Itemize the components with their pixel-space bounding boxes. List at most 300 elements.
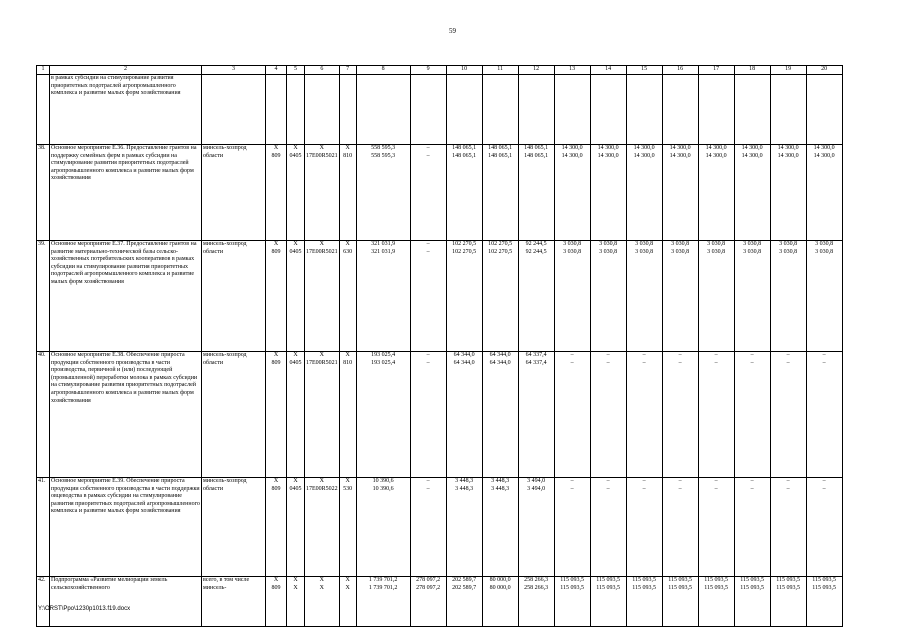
value-cell [356, 145, 410, 241]
value-line: 3 448,3 [455, 478, 474, 484]
empty-cell [554, 75, 590, 145]
value-line: X [273, 352, 279, 358]
value-line: – [750, 359, 754, 366]
value-line: – [426, 478, 430, 484]
value-line: – [822, 478, 826, 484]
column-number: 19 [770, 66, 806, 75]
value-line: 14 300,0 [633, 145, 655, 151]
value-cell [305, 145, 340, 241]
value-line: 115 093,5 [632, 577, 657, 583]
value-line: 148 065,1 [452, 145, 477, 151]
value-line: 148 065,1 [488, 145, 513, 151]
value-cell [287, 577, 305, 627]
value-cell [662, 352, 698, 478]
value-line: 258 266,3 [524, 584, 549, 591]
value-line: – [786, 485, 790, 492]
value-line: 14 300,0 [741, 145, 763, 151]
value-line: 148 065,1 [524, 145, 549, 151]
value-line: 115 093,5 [740, 577, 765, 583]
column-number-row [37, 66, 843, 75]
value-line: – [822, 352, 826, 358]
value-cell [482, 241, 518, 352]
empty-cell [410, 75, 446, 145]
value-line: X [319, 584, 324, 591]
value-line: – [786, 352, 790, 358]
value-line: 64 344,0 [489, 352, 511, 358]
column-number: 3 [202, 66, 266, 75]
value-cell [734, 145, 770, 241]
empty-cell [339, 75, 356, 145]
value-line: X [345, 241, 350, 247]
value-cell [446, 577, 482, 627]
value-line: 115 093,5 [560, 584, 585, 591]
value-cell [287, 352, 305, 478]
value-line: 202 589,7 [452, 584, 477, 591]
empty-cell [287, 75, 305, 145]
value-line: – [570, 485, 574, 492]
value-cell [806, 478, 842, 577]
value-line: 115 093,5 [776, 584, 801, 591]
value-line: 14 300,0 [561, 152, 583, 159]
value-line: 810 [343, 152, 353, 159]
value-line: – [570, 478, 574, 484]
value-line: 64 344,0 [453, 359, 475, 366]
value-line: 530 [343, 485, 353, 492]
value-cell [734, 577, 770, 627]
value-line: X [273, 577, 279, 583]
file-path-footer: Y:\ORST\Ppo\1230p1013.f19.docx [38, 606, 131, 612]
value-line: 115 093,5 [632, 584, 657, 591]
value-line: X [345, 584, 350, 591]
value-line: 148 065,1 [524, 152, 549, 159]
value-line: 92 244,5 [525, 248, 547, 255]
value-line: – [642, 359, 646, 366]
value-line: 0405 [289, 248, 302, 255]
value-cell [266, 352, 287, 478]
empty-cell [266, 75, 287, 145]
value-line: 3 030,8 [815, 248, 834, 255]
value-line: – [426, 248, 430, 255]
value-cell [770, 241, 806, 352]
column-number: 7 [339, 66, 356, 75]
value-line: 92 244,5 [525, 241, 547, 247]
value-cell [554, 241, 590, 352]
value-line: – [822, 359, 826, 366]
page-number: 59 [449, 27, 456, 35]
empty-cell [662, 75, 698, 145]
value-line: – [786, 359, 790, 366]
table-row [37, 352, 843, 478]
value-cell [356, 577, 410, 627]
value-line: 14 300,0 [813, 152, 835, 159]
value-cell [734, 478, 770, 577]
value-cell [339, 478, 356, 577]
executor: минсель-хозпрод области [202, 478, 266, 577]
value-line: 3 030,8 [635, 241, 654, 247]
value-cell [518, 241, 554, 352]
value-line: 3 448,3 [491, 485, 510, 492]
value-line: 115 093,5 [812, 577, 837, 583]
value-line: 278 097,2 [416, 577, 441, 583]
value-line: – [426, 352, 430, 358]
value-line: 3 030,8 [599, 241, 618, 247]
column-number: 15 [626, 66, 662, 75]
value-line: 3 494,0 [527, 485, 546, 492]
value-line: X [273, 145, 279, 151]
value-line: 3 030,8 [815, 241, 834, 247]
value-line: – [426, 485, 430, 492]
value-line: X [345, 577, 350, 583]
value-line: 115 093,5 [668, 584, 693, 591]
value-cell [410, 241, 446, 352]
value-line: 321 031,9 [371, 248, 396, 255]
value-line: 17Е00R5022 [306, 485, 338, 492]
value-cell [356, 241, 410, 352]
measure-name: Основное мероприятие Е.38. Обеспечение прироста продукции собственного производства в части производства, первичной и (или) последующей (промышленной) переработки молока в рамках субсидии на стимулирование развития приоритетных подотраслей агропромышленного комплекса и развитие малых форм хозяйствования [50, 352, 202, 478]
value-cell [662, 241, 698, 352]
value-line: 3 030,8 [779, 241, 798, 247]
value-line: 3 030,8 [599, 248, 618, 255]
value-line: 17Е00R5021 [306, 152, 338, 159]
value-line: 10 390,6 [372, 485, 394, 492]
value-line: 14 300,0 [561, 145, 583, 151]
value-line: 3 448,3 [455, 485, 474, 492]
value-line: 14 300,0 [669, 145, 691, 151]
value-line: X [293, 352, 298, 358]
value-line: 809 [271, 359, 281, 366]
column-number: 16 [662, 66, 698, 75]
executor: минсель-хозпрод области [202, 241, 266, 352]
column-number: 4 [266, 66, 287, 75]
empty-cell [305, 75, 340, 145]
value-cell [446, 145, 482, 241]
empty-cell [202, 75, 266, 145]
value-cell [482, 352, 518, 478]
column-number: 5 [287, 66, 305, 75]
value-cell [339, 352, 356, 478]
value-cell [446, 352, 482, 478]
value-line: – [426, 152, 430, 159]
value-line: 278 097,2 [416, 584, 441, 591]
value-line: 64 337,4 [525, 352, 547, 358]
value-line: – [678, 359, 682, 366]
value-cell [806, 577, 842, 627]
value-cell [806, 352, 842, 478]
value-line: – [678, 485, 682, 492]
value-line: 809 [271, 248, 281, 255]
value-line: – [714, 352, 718, 358]
value-line: – [714, 359, 718, 366]
value-line: 3 030,8 [779, 248, 798, 255]
value-cell [554, 352, 590, 478]
value-cell [554, 577, 590, 627]
value-line: 80 000,0 [489, 584, 511, 591]
value-line: – [750, 478, 754, 484]
value-line: 193 025,4 [371, 359, 396, 366]
value-line: 115 093,5 [812, 584, 837, 591]
value-line: 558 595,3 [371, 145, 396, 151]
value-cell [410, 478, 446, 577]
value-line: – [714, 485, 718, 492]
value-cell [518, 478, 554, 577]
row-number: 42. [37, 577, 50, 627]
empty-cell [626, 75, 662, 145]
value-line: 809 [271, 485, 281, 492]
value-line: 14 300,0 [813, 145, 835, 151]
value-cell [518, 352, 554, 478]
value-line: – [570, 352, 574, 358]
value-line: 3 030,8 [563, 241, 582, 247]
value-cell [446, 478, 482, 577]
value-line: 3 030,8 [671, 248, 690, 255]
value-cell [770, 145, 806, 241]
executor: минсель-хозпрод области [202, 145, 266, 241]
value-cell [770, 577, 806, 627]
value-line: 64 337,4 [525, 359, 547, 366]
value-line: 3 030,8 [707, 241, 726, 247]
value-line: 0405 [289, 485, 302, 492]
value-cell [305, 241, 340, 352]
budget-table [36, 65, 843, 627]
value-cell [554, 478, 590, 577]
measure-name: Подпрограмма «Развитие мелиорации земель сельскохозяйственного [50, 577, 202, 627]
value-cell [266, 145, 287, 241]
table-row [37, 478, 843, 577]
value-line: 3 030,8 [707, 248, 726, 255]
value-line: – [678, 478, 682, 484]
value-line: X [319, 577, 324, 583]
value-cell [770, 352, 806, 478]
value-cell [698, 478, 734, 577]
value-line: 258 266,3 [524, 577, 549, 583]
empty-cell [446, 75, 482, 145]
value-line: X [319, 352, 324, 358]
value-line: 64 344,0 [453, 352, 475, 358]
value-line: X [293, 241, 298, 247]
column-number: 8 [356, 66, 410, 75]
table-row [37, 577, 843, 627]
value-line: – [426, 145, 430, 151]
value-line: 809 [271, 152, 281, 159]
value-cell [305, 577, 340, 627]
executor: всего, в том числе минсель- [202, 577, 266, 627]
value-line: 202 589,7 [452, 577, 477, 583]
row-number: 38. [37, 145, 50, 241]
value-line: X [293, 145, 298, 151]
value-line: – [642, 352, 646, 358]
value-cell [305, 352, 340, 478]
measure-name: Основное мероприятие Е.37. Предоставление грантов на развитие материально-технической базы сельско-хозяйственных потребительских кооперативов в рамках субсидии на стимулирование развития приоритетных подотраслей агропромышленного комплекса и развитие малых форм хозяйствования [50, 241, 202, 352]
value-line: 115 093,5 [704, 584, 729, 591]
value-cell [626, 478, 662, 577]
table-row [37, 241, 843, 352]
value-cell [356, 352, 410, 478]
value-line: – [642, 485, 646, 492]
value-line: 193 025,4 [371, 352, 396, 358]
value-line: X [345, 478, 350, 484]
value-line: 64 344,0 [489, 359, 511, 366]
value-line: 558 595,3 [371, 152, 396, 159]
value-line: – [426, 241, 430, 247]
value-cell [734, 352, 770, 478]
value-line: – [606, 478, 610, 484]
value-cell [446, 241, 482, 352]
value-line: 115 093,5 [704, 577, 729, 583]
measure-name: в рамках субсидии на стимулирование развития приоритетных подотраслей агропромышленного комплекса и развитие малых форм хозяйствования [50, 75, 202, 145]
value-line: 3 030,8 [563, 248, 582, 255]
value-line: – [606, 352, 610, 358]
value-line: 115 093,5 [740, 584, 765, 591]
column-number: 1 [37, 66, 50, 75]
value-line: 14 300,0 [777, 145, 799, 151]
value-cell [698, 352, 734, 478]
value-cell [287, 478, 305, 577]
value-line: 0405 [289, 359, 302, 366]
value-line: X [273, 241, 279, 247]
value-line: – [642, 478, 646, 484]
value-cell [626, 352, 662, 478]
value-line: 321 031,9 [371, 241, 396, 247]
value-cell [266, 478, 287, 577]
value-cell [770, 478, 806, 577]
empty-cell [590, 75, 626, 145]
value-line: – [714, 478, 718, 484]
value-line: – [822, 485, 826, 492]
column-number: 6 [305, 66, 340, 75]
column-number: 10 [446, 66, 482, 75]
column-number: 2 [50, 66, 202, 75]
value-line: – [426, 359, 430, 366]
value-line: X [293, 577, 298, 583]
value-cell [410, 352, 446, 478]
value-line: – [750, 485, 754, 492]
value-line: X [293, 478, 298, 484]
empty-cell [698, 75, 734, 145]
value-line: 810 [343, 359, 353, 366]
row-number: 40. [37, 352, 50, 478]
value-line: 1 739 701,2 [368, 577, 398, 583]
value-line: 14 300,0 [705, 152, 727, 159]
value-line: – [786, 478, 790, 484]
value-cell [626, 577, 662, 627]
value-cell [266, 241, 287, 352]
value-cell [356, 478, 410, 577]
value-line: 102 270,5 [452, 241, 477, 247]
value-cell [806, 145, 842, 241]
value-line: 14 300,0 [705, 145, 727, 151]
value-line: 0405 [289, 152, 302, 159]
empty-cell [770, 75, 806, 145]
value-line: X [273, 478, 279, 484]
value-line: 102 270,5 [452, 248, 477, 255]
value-line: 115 093,5 [596, 577, 621, 583]
column-number: 11 [482, 66, 518, 75]
value-cell [410, 145, 446, 241]
value-line: 80 000,0 [489, 577, 511, 583]
value-line: 3 030,8 [743, 241, 762, 247]
value-line: 809 [271, 584, 281, 591]
value-line: 102 270,5 [488, 241, 513, 247]
value-cell [339, 145, 356, 241]
value-line: – [606, 359, 610, 366]
row-number: 39. [37, 241, 50, 352]
value-line: X [293, 584, 298, 591]
value-line: 115 093,5 [668, 577, 693, 583]
column-number: 12 [518, 66, 554, 75]
column-number: 13 [554, 66, 590, 75]
value-line: 10 390,6 [372, 478, 394, 484]
value-line: 3 448,3 [491, 478, 510, 484]
value-line: 14 300,0 [597, 152, 619, 159]
value-cell [305, 478, 340, 577]
value-line: 115 093,5 [560, 577, 585, 583]
value-cell [698, 577, 734, 627]
value-cell [590, 352, 626, 478]
empty-cell [806, 75, 842, 145]
value-cell [590, 145, 626, 241]
table-row-continuation [37, 75, 843, 145]
value-line: – [570, 359, 574, 366]
value-cell [590, 577, 626, 627]
value-line: 14 300,0 [597, 145, 619, 151]
value-cell [590, 478, 626, 577]
value-line: 3 030,8 [671, 241, 690, 247]
value-line: 17Е00R5021 [306, 359, 338, 366]
empty-cell [482, 75, 518, 145]
column-number: 18 [734, 66, 770, 75]
value-cell [482, 577, 518, 627]
executor: минсель-хозпрод области [202, 352, 266, 478]
value-cell [410, 577, 446, 627]
value-line: 14 300,0 [669, 152, 691, 159]
value-line: 115 093,5 [596, 584, 621, 591]
value-cell [554, 145, 590, 241]
value-line: X [345, 352, 350, 358]
measure-name: Основное мероприятие Е.39. Обеспечение прироста продукции собственного производства в части поддержки овцеводства в рамках субсидии на стимулирование развития приоритетных подотраслей агропромышленного комплекса и развитие малых форм хозяйствования [50, 478, 202, 577]
value-cell [626, 145, 662, 241]
value-cell [698, 241, 734, 352]
value-cell [482, 145, 518, 241]
value-line: X [319, 145, 324, 151]
value-line: – [678, 352, 682, 358]
value-cell [734, 241, 770, 352]
value-line: 1 739 701,2 [368, 584, 398, 591]
value-cell [698, 145, 734, 241]
value-line: X [345, 145, 350, 151]
value-cell [806, 241, 842, 352]
value-line: 14 300,0 [777, 152, 799, 159]
value-cell [518, 577, 554, 627]
empty-cell [518, 75, 554, 145]
value-line: 115 093,5 [776, 577, 801, 583]
value-line: – [750, 352, 754, 358]
column-number: 20 [806, 66, 842, 75]
value-cell [287, 145, 305, 241]
value-line: X [319, 241, 324, 247]
value-line: 17Е00R5021 [306, 248, 338, 255]
value-line: 102 270,5 [488, 248, 513, 255]
measure-name: Основное мероприятие Е.36. Предоставление грантов на поддержку семейных ферм в рамках субсидии на стимулирование развития приоритетных подотраслей агропромышленного комплекса и развитие малых форм хозяйствования [50, 145, 202, 241]
table-row [37, 145, 843, 241]
value-cell [482, 478, 518, 577]
table-body [37, 66, 843, 627]
value-line: 14 300,0 [741, 152, 763, 159]
value-line: X [319, 478, 324, 484]
value-line: 3 030,8 [635, 248, 654, 255]
value-cell [590, 241, 626, 352]
value-line: 148 065,1 [488, 152, 513, 159]
column-number: 14 [590, 66, 626, 75]
